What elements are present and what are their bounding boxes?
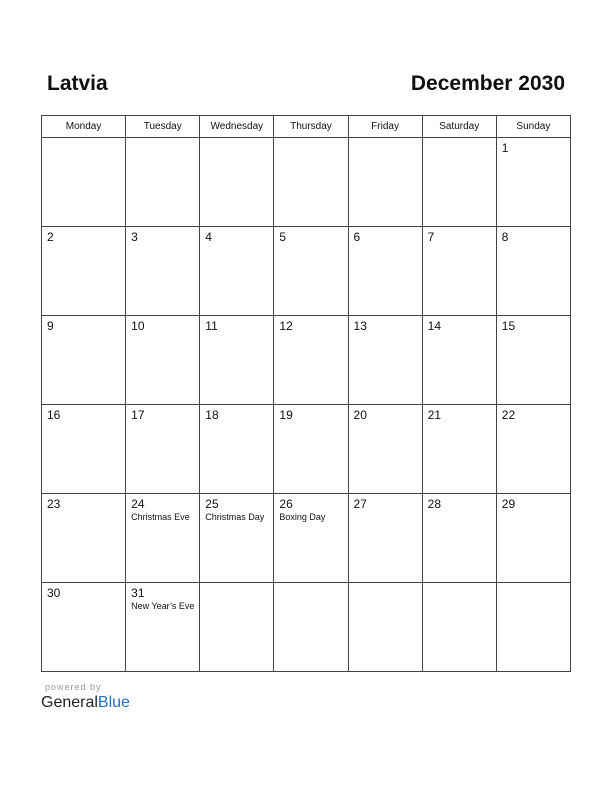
calendar-month-title: December 2030 [410, 72, 565, 95]
day-number [497, 583, 570, 586]
day-cell[interactable] [42, 583, 126, 672]
weekday-header: Wednesday [200, 116, 274, 138]
day-number: 22 [501, 408, 516, 422]
day-cell [274, 583, 348, 672]
day-cell[interactable] [42, 494, 126, 583]
day-cell[interactable] [348, 405, 422, 494]
day-number: 28 [427, 497, 442, 511]
day-number: 6 [353, 230, 361, 244]
day-number: 1 [501, 141, 509, 155]
week-row [42, 227, 571, 316]
day-number: 26 [279, 497, 293, 511]
day-cell[interactable] [274, 316, 348, 405]
day-number: 11 [205, 319, 218, 333]
day-number: 3 [131, 230, 138, 244]
day-number [423, 583, 496, 586]
brand-general-text: General [41, 694, 98, 711]
day-number: 21 [427, 408, 442, 422]
day-cell [42, 138, 126, 227]
day-cell[interactable] [126, 583, 200, 672]
day-cell[interactable] [200, 405, 274, 494]
day-number: 10 [131, 319, 145, 333]
day-cell [496, 583, 570, 672]
brand-blue-text: Blue [97, 694, 130, 711]
calendar-grid [41, 115, 571, 672]
weekday-header: Saturday [422, 116, 496, 138]
day-cell[interactable] [422, 227, 496, 316]
day-number: 15 [501, 319, 516, 333]
day-number [423, 138, 496, 141]
day-number: 13 [353, 319, 367, 333]
weekday-header-row [42, 116, 571, 138]
day-cell[interactable] [422, 405, 496, 494]
day-number [200, 138, 273, 141]
day-cell[interactable] [496, 316, 570, 405]
day-number: 30 [47, 586, 61, 600]
day-number [349, 138, 422, 141]
day-cell [126, 138, 200, 227]
week-row [42, 405, 571, 494]
week-row [42, 138, 571, 227]
day-number [274, 138, 347, 141]
day-cell[interactable] [42, 227, 126, 316]
day-number: 29 [501, 497, 516, 511]
weekday-header: Tuesday [126, 116, 200, 138]
day-cell[interactable] [42, 405, 126, 494]
day-number [200, 583, 273, 586]
day-number: 5 [279, 230, 287, 244]
day-cell[interactable] [496, 494, 570, 583]
day-number: 25 [205, 497, 219, 511]
day-number: 14 [427, 319, 442, 333]
day-cell[interactable] [348, 494, 422, 583]
holiday-label: Christmas Day [205, 512, 265, 522]
weekday-header: Sunday [496, 116, 570, 138]
day-cell[interactable] [422, 316, 496, 405]
day-number [349, 583, 422, 586]
day-cell [422, 583, 496, 672]
day-cell[interactable] [126, 316, 200, 405]
day-cell[interactable] [200, 316, 274, 405]
day-cell[interactable] [274, 227, 348, 316]
day-cell[interactable] [496, 227, 570, 316]
day-number: 20 [353, 408, 367, 422]
day-cell[interactable] [422, 494, 496, 583]
day-number: 16 [47, 408, 61, 422]
day-number: 27 [353, 497, 367, 511]
day-cell[interactable] [348, 316, 422, 405]
day-number: 31 [131, 586, 145, 600]
holiday-label: Boxing Day [279, 512, 326, 522]
day-cell[interactable] [200, 227, 274, 316]
week-row [42, 316, 571, 405]
day-number: 2 [47, 230, 54, 244]
day-cell [200, 138, 274, 227]
day-number: 9 [47, 319, 54, 333]
day-cell[interactable] [496, 138, 570, 227]
day-cell[interactable] [274, 494, 348, 583]
day-number: 4 [205, 230, 212, 244]
holiday-label: New Year’s Eve [131, 601, 195, 611]
day-cell[interactable] [42, 316, 126, 405]
day-cell[interactable] [348, 227, 422, 316]
week-row [42, 494, 571, 583]
day-number: 19 [279, 408, 293, 422]
day-number: 7 [427, 230, 435, 244]
holiday-label: Christmas Eve [131, 512, 190, 522]
day-cell [422, 138, 496, 227]
weekday-header: Monday [42, 116, 126, 138]
day-number: 8 [501, 230, 509, 244]
calendar-body [42, 138, 571, 672]
day-cell [348, 138, 422, 227]
generalblue-logo[interactable] [41, 693, 130, 713]
day-number: 24 [131, 497, 145, 511]
day-number: 23 [47, 497, 61, 511]
day-number: 17 [131, 408, 145, 422]
day-number: 12 [279, 319, 293, 333]
calendar-country-title: Latvia [47, 72, 108, 95]
week-row [42, 583, 571, 672]
day-cell [348, 583, 422, 672]
day-number [126, 138, 199, 141]
day-cell[interactable] [200, 494, 274, 583]
day-cell[interactable] [496, 405, 570, 494]
weekday-header: Friday [348, 116, 422, 138]
day-number: 18 [205, 408, 219, 422]
day-cell[interactable] [126, 494, 200, 583]
day-cell[interactable] [126, 227, 200, 316]
powered-by-label: powered by [45, 682, 102, 692]
day-number [42, 138, 125, 141]
day-number [274, 583, 347, 586]
day-cell [200, 583, 274, 672]
day-cell[interactable] [274, 405, 348, 494]
day-cell [274, 138, 348, 227]
day-cell[interactable] [126, 405, 200, 494]
weekday-header: Thursday [274, 116, 348, 138]
